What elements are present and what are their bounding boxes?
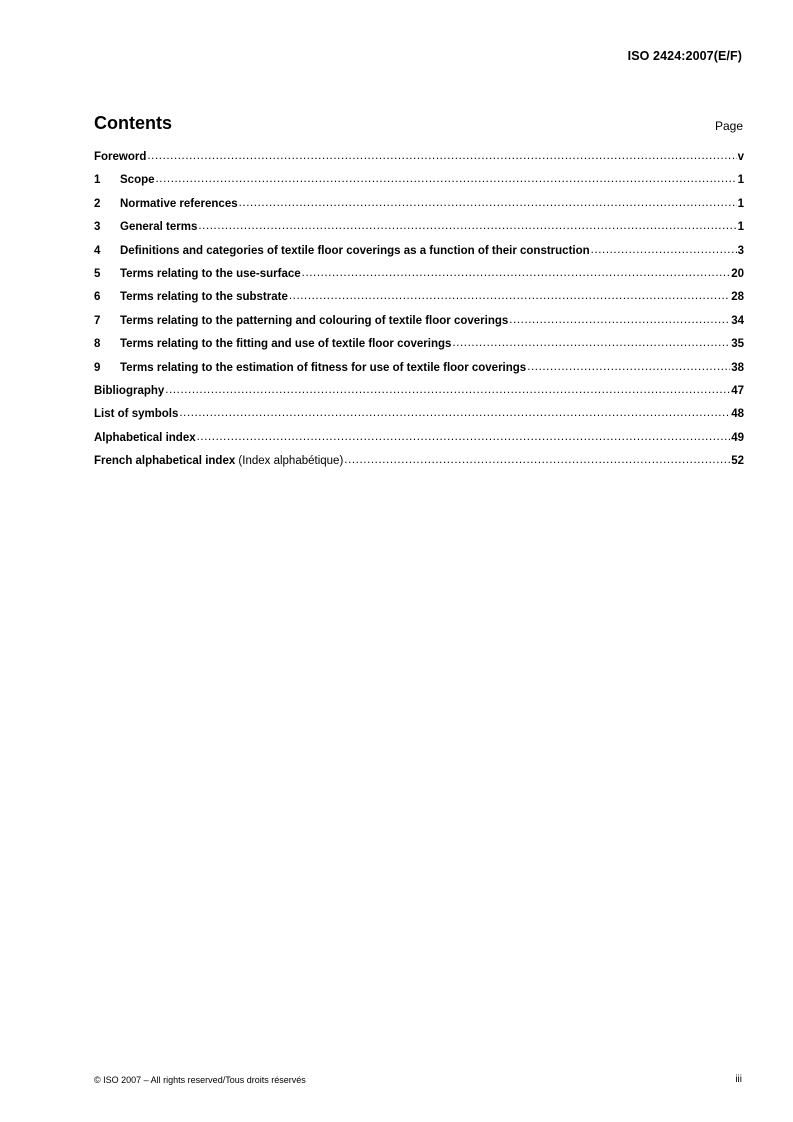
toc-entry-bibliography[interactable] xyxy=(94,385,744,408)
toc-entry-page: 1 xyxy=(737,221,744,234)
toc-entry-title: Terms relating to the patterning and colouring of textile floor coverings xyxy=(120,314,509,327)
toc-entry-page: 47 xyxy=(731,384,744,397)
table-of-contents xyxy=(94,151,744,478)
toc-leader-dots xyxy=(591,244,737,256)
toc-entry-page: 1 xyxy=(737,174,744,187)
toc-entry-page: 52 xyxy=(731,455,744,468)
toc-leader-dots xyxy=(527,361,730,373)
toc-entry-number: 2 xyxy=(94,197,101,210)
toc-leader-dots xyxy=(198,220,736,232)
toc-entry-title: Bibliography xyxy=(94,384,165,397)
toc-entry-number: 7 xyxy=(94,314,101,327)
toc-entry-substrate[interactable] xyxy=(94,291,744,314)
toc-entry-title: Definitions and categories of textile floor coverings as a function of their construction xyxy=(120,244,590,257)
toc-entry-page: 35 xyxy=(731,338,744,351)
toc-leader-dots xyxy=(197,431,731,443)
toc-entry-page: 3 xyxy=(737,244,744,257)
toc-leader-dots xyxy=(344,454,730,466)
toc-entry-scope[interactable] xyxy=(94,174,744,197)
toc-entry-title: Terms relating to the substrate xyxy=(120,291,288,304)
footer-page-number: iii xyxy=(735,1074,742,1085)
footer-copyright: © ISO 2007 – All rights reserved/Tous droits réservés xyxy=(94,1075,306,1085)
toc-entry-title: Terms relating to the use-surface xyxy=(120,267,301,280)
toc-entry-title: Terms relating to the estimation of fitness for use of textile floor coverings xyxy=(120,361,527,374)
toc-entry-fitting-use[interactable] xyxy=(94,338,744,361)
toc-entry-foreword[interactable] xyxy=(94,151,744,174)
toc-leader-dots xyxy=(179,407,730,419)
toc-entry-title: French alphabetical index (Index alphabétique) xyxy=(94,455,344,468)
toc-entry-normative-references[interactable] xyxy=(94,198,744,221)
page-column-label: Page xyxy=(714,119,743,133)
toc-entry-title: List of symbols xyxy=(94,408,179,421)
toc-entry-title: Normative references xyxy=(120,197,238,210)
toc-entry-page: 49 xyxy=(731,431,744,444)
toc-entry-page: v xyxy=(737,151,744,163)
toc-entry-page: 20 xyxy=(731,267,744,280)
toc-entry-title: Alphabetical index xyxy=(94,431,196,444)
toc-entry-number: 4 xyxy=(94,244,101,257)
toc-leader-dots xyxy=(239,197,737,209)
toc-leader-dots xyxy=(165,384,730,396)
toc-entry-number: 6 xyxy=(94,291,101,304)
toc-entry-definitions-categories[interactable] xyxy=(94,245,744,268)
toc-entry-title: Foreword xyxy=(94,151,147,163)
toc-entry-page: 38 xyxy=(731,361,744,374)
toc-leader-dots xyxy=(289,290,730,302)
toc-entry-patterning-colouring[interactable] xyxy=(94,315,744,338)
toc-entry-french-alphabetical-index[interactable] xyxy=(94,455,744,478)
toc-leader-dots xyxy=(147,150,736,162)
toc-entry-number: 3 xyxy=(94,221,101,234)
toc-entry-title: Scope xyxy=(120,174,155,187)
toc-entry-page: 28 xyxy=(731,291,744,304)
toc-entry-number: 9 xyxy=(94,361,101,374)
toc-entry-page: 1 xyxy=(737,197,744,210)
toc-entry-number: 5 xyxy=(94,267,101,280)
toc-entry-alphabetical-index[interactable] xyxy=(94,432,744,455)
contents-title: Contents xyxy=(94,113,172,133)
contents-header xyxy=(94,112,744,138)
toc-entry-page: 34 xyxy=(731,314,744,327)
document-id: ISO 2424:2007(E/F) xyxy=(627,49,742,63)
toc-entry-fitness-for-use[interactable] xyxy=(94,362,744,385)
toc-entry-use-surface[interactable] xyxy=(94,268,744,291)
toc-entry-number: 1 xyxy=(94,174,101,187)
toc-entry-title: Terms relating to the fitting and use of textile floor coverings xyxy=(120,338,452,351)
toc-entry-general-terms[interactable] xyxy=(94,221,744,244)
toc-entry-title: General terms xyxy=(120,221,198,234)
toc-entry-list-of-symbols[interactable] xyxy=(94,408,744,431)
toc-entry-number: 8 xyxy=(94,338,101,351)
toc-leader-dots xyxy=(302,267,731,279)
toc-leader-dots xyxy=(452,337,730,349)
toc-leader-dots xyxy=(509,314,730,326)
toc-entry-page: 48 xyxy=(731,408,744,421)
toc-leader-dots xyxy=(156,173,737,185)
